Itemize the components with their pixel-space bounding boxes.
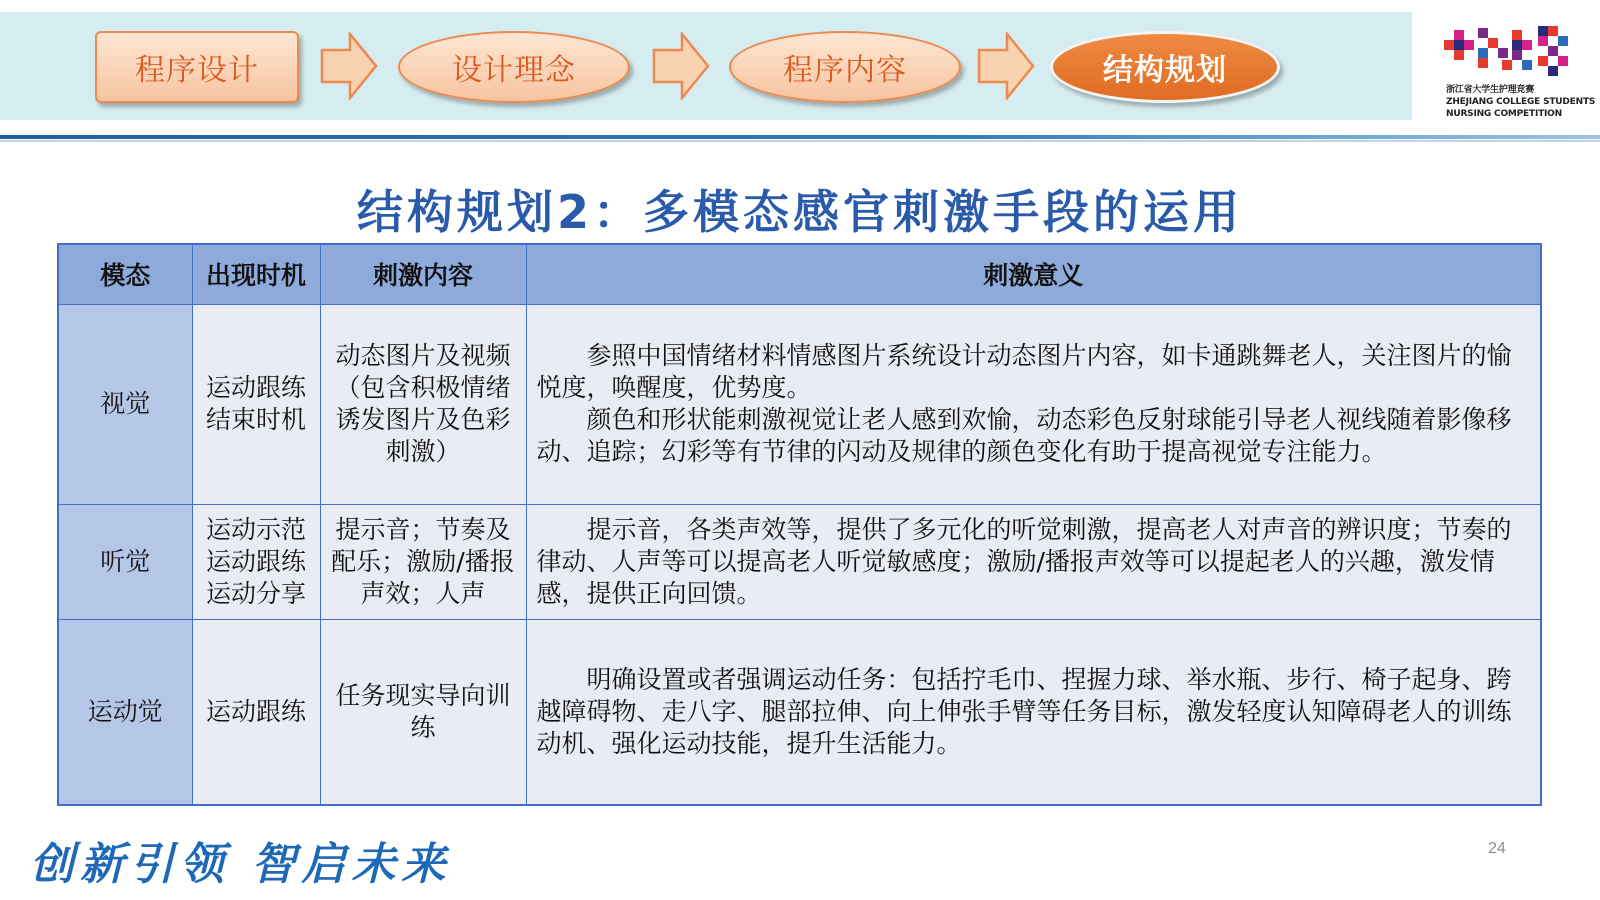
meaning-cell <box>526 304 1541 504</box>
meaning-paragraph: 颜色和形状能刺激视觉让老人感到欢愉，动态彩色反射球能引导老人视线随着影像移动、追踪；幻彩等有节律的闪动及规律的颜色变化有助于提高视觉专注能力。 <box>536 405 1512 466</box>
table-row-kinesthetic <box>58 619 1541 805</box>
right-arrow-icon <box>977 32 1035 100</box>
header-divider-thin <box>0 140 1600 142</box>
modality-cell: 运动觉 <box>58 619 192 805</box>
page-number: 24 <box>1488 840 1506 857</box>
slide-title: 结构规划2：多模态感官刺激手段的运用 <box>356 185 1243 239</box>
timing-cell: 运动跟练 <box>192 619 320 805</box>
right-arrow-icon <box>652 32 710 100</box>
logo-mark-icon <box>1444 20 1574 80</box>
table-header-row <box>58 244 1541 304</box>
modality-cell: 听觉 <box>58 504 192 619</box>
step-label: 设计理念 <box>452 53 576 88</box>
meaning-cell <box>526 619 1541 805</box>
column-header-content: 刺激内容 <box>320 244 526 304</box>
meaning-paragraph: 参照中国情绪材料情感图片系统设计动态图片内容，如卡通跳舞老人，关注图片的愉悦度，唤醒度，优势度。 <box>536 341 1512 402</box>
step-structure-planning[interactable] <box>1050 31 1280 103</box>
table-row-auditory <box>58 504 1541 619</box>
column-header-timing: 出现时机 <box>192 244 320 304</box>
step-label: 程序内容 <box>783 53 907 88</box>
logo-line-en-1: ZHEJIANG COLLEGE STUDENTS <box>1446 97 1596 107</box>
timing-cell: 运动示范 运动跟练 运动分享 <box>192 504 320 619</box>
logo-line-cn: 浙江省大学生护理竞赛 <box>1446 85 1535 95</box>
logo-text <box>1446 84 1595 120</box>
step-label: 结构规划 <box>1103 53 1227 88</box>
timing-cell: 运动跟练 结束时机 <box>192 304 320 504</box>
competition-logo <box>1440 16 1596 126</box>
right-arrow-icon <box>320 32 378 100</box>
column-header-modality: 模态 <box>58 244 192 304</box>
header-divider <box>0 135 1600 139</box>
content-cell: 提示音；节奏及配乐；激励/播报声效；人声 <box>320 504 526 619</box>
step-program-content[interactable] <box>729 31 961 103</box>
step-design-concept[interactable] <box>398 31 630 103</box>
logo-line-en-2: NURSING COMPETITION <box>1446 109 1562 119</box>
meaning-paragraph: 提示音，各类声效等，提供了多元化的听觉刺激，提高老人对声音的辨识度；节奏的律动、人声等可以提高老人听觉敏感度；激励/播报声效等可以提起老人的兴趣，激发情感，提供正向回馈。 <box>536 514 1512 608</box>
step-program-design[interactable] <box>95 31 299 103</box>
modality-cell: 视觉 <box>58 304 192 504</box>
column-header-meaning: 刺激意义 <box>526 244 1541 304</box>
meaning-paragraph: 明确设置或者强调运动任务：包括拧毛巾、捏握力球、举水瓶、步行、椅子起身、跨越障碍物、走八字、腿部拉伸、向上伸张手臂等任务目标，激发轻度认知障碍老人的训练动机、强化运动技能，提升生活能力。 <box>536 664 1512 758</box>
table-row-visual <box>58 304 1541 504</box>
content-cell: 任务现实导向训练 <box>320 619 526 805</box>
step-label: 程序设计 <box>135 53 259 88</box>
content-cell: 动态图片及视频（包含积极情绪诱发图片及色彩刺激） <box>320 304 526 504</box>
footer-slogan: 创新引领 智启未来 <box>30 839 452 890</box>
meaning-cell <box>526 504 1541 619</box>
stimulation-table <box>57 243 1542 806</box>
